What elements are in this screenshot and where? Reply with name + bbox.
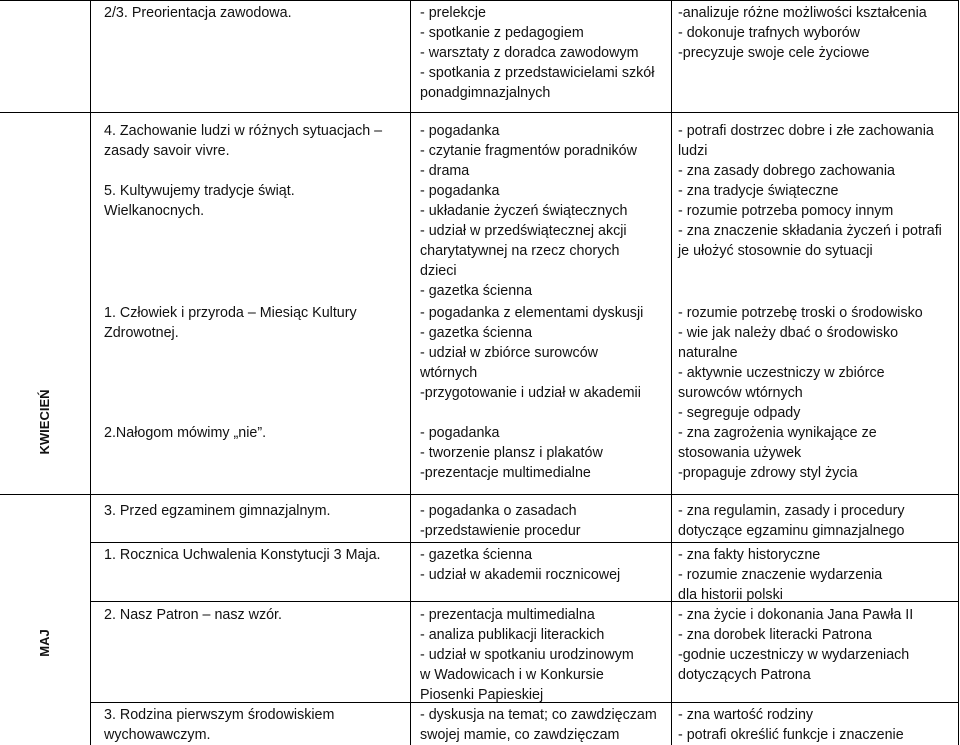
forms-cell: - prelekcje - spotkanie z pedagogiem - warsztaty z doradca zawodowym - spotkania z przedstawicielami szkół ponadgimnazjalnych <box>420 5 655 101</box>
forms-cell: - pogadanka - układanie życzeń świątecznych - udział w przedświątecznej akcji charytatywnej na rzecz chorych dzieci - gazetka ścienna <box>420 183 628 299</box>
outcomes-cell: - zna fakty historyczne - rozumie znaczenie wydarzenia dla historii polski <box>678 547 883 603</box>
outcomes-cell: - zna wartość rodziny - potrafi określić funkcje i znaczenie <box>678 707 904 743</box>
forms-cell: - pogadanka z elementami dyskusji - gazetka ścienna - udział w zbiórce surowców wtórnych -przygotowanie i udział w akademii <box>420 305 644 401</box>
forms-cell: - pogadanka o zasadach -przedstawienie procedur <box>420 503 581 539</box>
grid-line <box>0 0 959 1</box>
topic-cell: 2. Nasz Patron – nasz wzór. <box>104 607 282 623</box>
outcomes-cell: - potrafi dostrzec dobre i złe zachowania ludzi - zna zasady dobrego zachowania <box>678 123 934 179</box>
grid-line <box>90 542 959 543</box>
topic-cell: 2.Nałogom mówimy „nie”. <box>104 425 267 441</box>
outcomes-cell: - zna życie i dokonania Jana Pawła II - zna dorobek literacki Patrona -godnie uczestniczy w wydarzeniach dotyczących Patrona <box>678 607 914 683</box>
forms-cell: - prezentacja multimedialna - analiza publikacji literackich - udział w spotkaniu urodzinowym w Wadowicach i w Konkursie Piosenki Papieskiej <box>420 607 634 703</box>
month-label-april: KWIECIEŃ <box>37 389 52 455</box>
outcomes-cell: - zna tradycje świąteczne - rozumie potrzeba pomocy innym - zna znaczenie składania życzeń i potrafi je ułożyć stosownie do sytuacji <box>678 183 942 259</box>
grid-line <box>0 112 959 113</box>
topic-cell: 1. Rocznica Uchwalenia Konstytucji 3 Maja. <box>104 547 381 563</box>
grid-line <box>0 494 959 495</box>
forms-cell: - pogadanka - czytanie fragmentów poradników - drama <box>420 123 637 179</box>
topic-cell: 2/3. Preorientacja zawodowa. <box>104 5 292 21</box>
topic-cell: 3. Przed egzaminem gimnazjalnym. <box>104 503 331 519</box>
forms-cell: - dyskusja na temat; co zawdzięczam swojej mamie, co zawdzięczam <box>420 707 657 743</box>
topic-cell: 5. Kultywujemy tradycje świąt. Wielkanocnych. <box>104 183 295 219</box>
month-label-may: MAJ <box>37 629 52 657</box>
outcomes-cell: -analizuje różne możliwości kształcenia - dokonuje trafnych wyborów -precyzuje swoje cele życiowe <box>678 5 927 61</box>
outcomes-cell: - rozumie potrzebę troski o środowisko - wie jak należy dbać o środowisko naturalne - aktywnie uczestniczy w zbiórce surowców wtórnych - segreguje odpady <box>678 305 923 421</box>
forms-cell: - pogadanka - tworzenie plansz i plakatów -prezentacje multimedialne <box>420 425 603 481</box>
forms-cell: - gazetka ścienna - udział w akademii rocznicowej <box>420 547 621 583</box>
topic-cell: 4. Zachowanie ludzi w różnych sytuacjach – zasady savoir vivre. <box>104 123 383 159</box>
outcomes-cell: - zna regulamin, zasady i procedury dotyczące egzaminu gimnazjalnego <box>678 503 905 539</box>
topic-cell: 3. Rodzina pierwszym środowiskiem wychowawczym. <box>104 707 335 743</box>
topic-cell: 1. Człowiek i przyroda – Miesiąc Kultury Zdrowotnej. <box>104 305 357 341</box>
outcomes-cell: - zna zagrożenia wynikające ze stosowania używek -propaguje zdrowy styl życia <box>678 425 877 481</box>
